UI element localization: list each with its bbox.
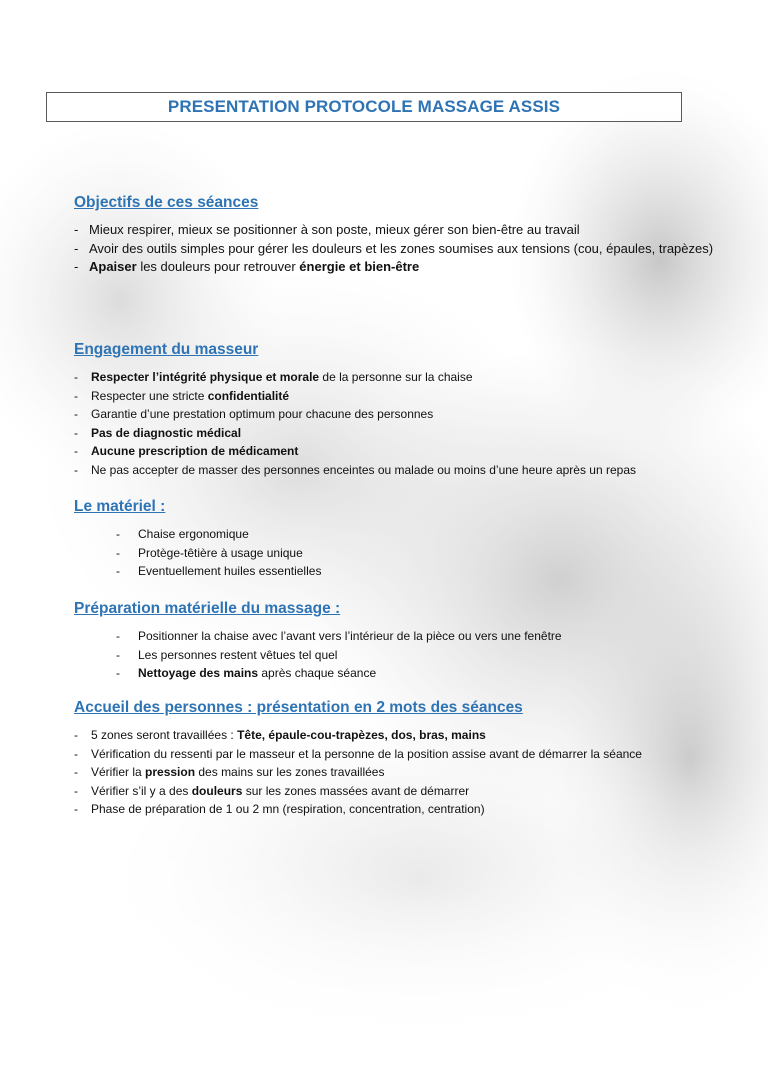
bullet-dash: - [74, 783, 78, 798]
list-engagement [74, 368, 714, 479]
list-item: - 5 zones seront travaillées : Tête, épaule-cou-trapèzes, dos, bras, mains [74, 726, 714, 745]
list-item: - Mieux respirer, mieux se positionner à son poste, mieux gérer son bien-être au travail [74, 221, 714, 240]
bullet-dash: - [74, 240, 79, 256]
bullet-dash: - [74, 425, 78, 440]
list-item: - Protège-têtière à usage unique [74, 544, 714, 563]
bullet-dash: - [74, 728, 78, 742]
bullet-dash: - [74, 802, 78, 816]
bullet-dash: - [74, 222, 79, 237]
bullet-dash: - [74, 388, 78, 403]
bullet-dash: - [74, 746, 78, 761]
list-item: - Ne pas accepter de masser des personnes enceintes ou malade ou moins d’une heure après un repas [74, 461, 714, 480]
list-item: - Les personnes restent vêtues tel quel [74, 646, 714, 665]
section-engagement [74, 340, 714, 479]
bullet-dash: - [74, 259, 79, 274]
bullet-dash: - [74, 444, 78, 458]
title-box [46, 92, 682, 122]
list-item: - Aucune prescription de médicament [74, 442, 714, 461]
list-materiel [74, 525, 714, 581]
bullet-dash: - [116, 647, 120, 662]
bullet-dash: - [116, 527, 120, 541]
heading-preparation: Préparation matérielle du massage : [74, 600, 341, 617]
list-item: - Chaise ergonomique [74, 525, 714, 544]
page-title: PRESENTATION PROTOCOLE MASSAGE ASSIS [167, 97, 561, 116]
bullet-dash: - [74, 370, 78, 384]
bullet-dash: - [74, 462, 78, 477]
section-accueil [74, 698, 714, 819]
bullet-dash: - [74, 407, 78, 421]
list-item: - Avoir des outils simples pour gérer les douleurs et les zones soumises aux tensions (cou, épaules, trapèzes) [74, 240, 714, 259]
list-item: - Phase de préparation de 1 ou 2 mn (respiration, concentration, centration) [74, 800, 714, 819]
list-objectifs [74, 221, 714, 277]
list-item: - Pas de diagnostic médical [74, 424, 714, 443]
heading-objectifs: Objectifs de ces séances [74, 194, 259, 211]
section-preparation [74, 599, 714, 683]
list-item: - Vérification du ressenti par le masseur et la personne de la position assise avant de démarrer la séance [74, 745, 714, 764]
list-preparation [74, 627, 714, 683]
section-objectifs [74, 193, 714, 277]
bullet-dash: - [116, 564, 120, 578]
bullet-dash: - [116, 545, 120, 560]
heading-engagement: Engagement du masseur [74, 341, 259, 358]
list-item: - Vérifier s’il y a des douleurs sur les zones massées avant de démarrer [74, 782, 714, 801]
bullet-dash: - [116, 629, 120, 643]
list-item: - Respecter une stricte confidentialité [74, 387, 714, 406]
list-item: - Vérifier la pression des mains sur les zones travaillées [74, 763, 714, 782]
list-item: - Nettoyage des mains après chaque séance [74, 664, 714, 683]
heading-accueil: Accueil des personnes : présentation en 2 mots des séances [74, 699, 523, 716]
list-item: - Apaiser les douleurs pour retrouver énergie et bien-être [74, 258, 714, 277]
list-item: - Respecter l’intégrité physique et morale de la personne sur la chaise [74, 368, 714, 387]
bullet-dash: - [116, 666, 120, 680]
list-item: - Garantie d’une prestation optimum pour chacune des personnes [74, 405, 714, 424]
list-item: - Eventuellement huiles essentielles [74, 562, 714, 581]
section-materiel [74, 497, 714, 581]
heading-materiel: Le matériel : [74, 498, 166, 515]
list-item: - Positionner la chaise avec l’avant vers l’intérieur de la pièce ou vers une fenêtre [74, 627, 714, 646]
bullet-dash: - [74, 765, 78, 779]
list-accueil [74, 726, 714, 819]
